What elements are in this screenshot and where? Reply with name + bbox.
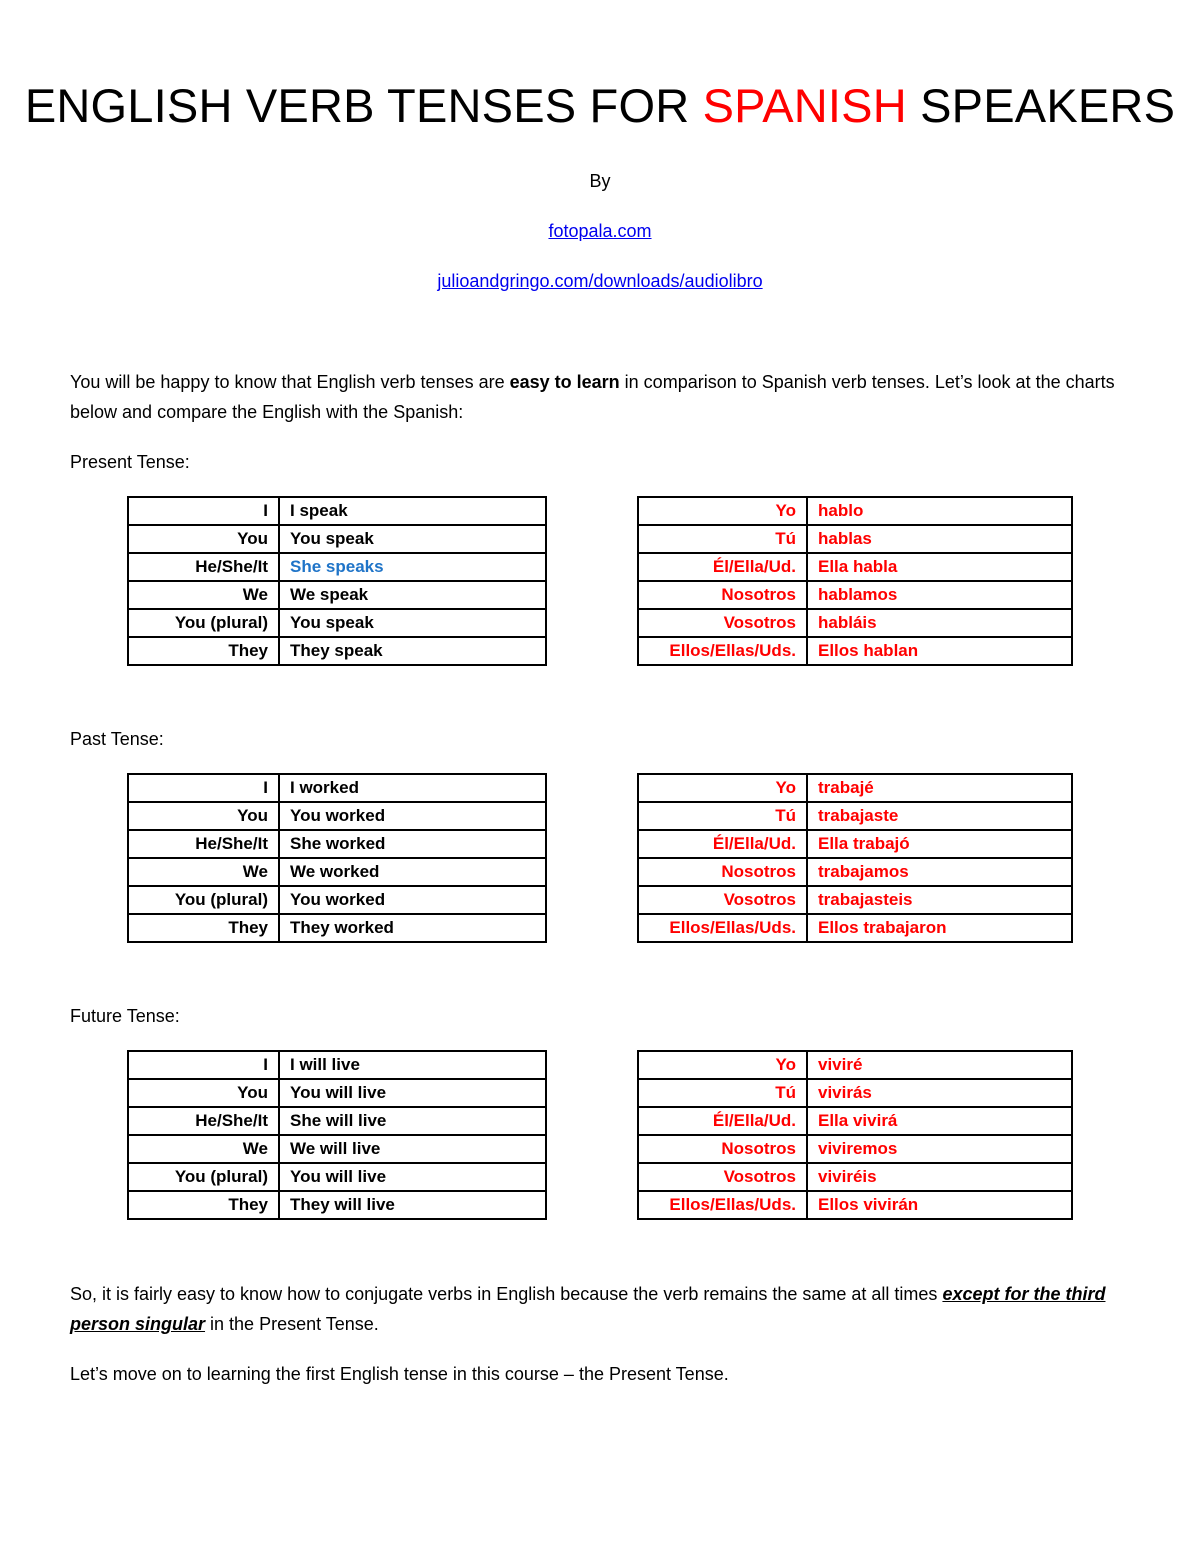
intro-bold-text: easy to learn — [509, 372, 620, 392]
verb-cell: They worked — [279, 914, 546, 942]
present-english-table — [127, 496, 547, 666]
verb-cell: hablas — [807, 525, 1072, 553]
past-spanish-table — [637, 773, 1073, 943]
future-spanish-table — [637, 1050, 1073, 1220]
pronoun-cell: You (plural) — [128, 609, 279, 637]
verb-cell: hablo — [807, 497, 1072, 525]
pronoun-cell: You (plural) — [128, 1163, 279, 1191]
title-accent: SPANISH — [702, 79, 907, 132]
future-english-table — [127, 1050, 547, 1220]
intro-text-before: You will be happy to know that English verb tenses are — [70, 372, 510, 392]
verb-cell: Ella vivirá — [807, 1107, 1072, 1135]
table-row — [638, 609, 1072, 637]
pronoun-cell: Él/Ella/Ud. — [638, 1107, 807, 1135]
table-row — [638, 802, 1072, 830]
table-row — [638, 858, 1072, 886]
verb-cell: I speak — [279, 497, 546, 525]
intro-text-after: in comparison to Spanish verb tenses. Let’s look at the charts below and compare the English with the Spanish: — [70, 372, 1115, 422]
table-row — [128, 1079, 546, 1107]
table-row — [128, 1191, 546, 1219]
conclusion-text-after: in the Present Tense. — [205, 1314, 379, 1334]
table-row — [128, 774, 546, 802]
table-row — [638, 1051, 1072, 1079]
audiolibro-link[interactable]: julioandgringo.com/downloads/audiolibro — [437, 271, 763, 291]
pronoun-cell: Nosotros — [638, 581, 807, 609]
link-row-1 — [0, 221, 1200, 242]
table-row — [128, 1135, 546, 1163]
pronoun-cell: They — [128, 1191, 279, 1219]
pronoun-cell: You (plural) — [128, 886, 279, 914]
page-title — [0, 78, 1200, 133]
pronoun-cell: We — [128, 1135, 279, 1163]
pronoun-cell: He/She/It — [128, 1107, 279, 1135]
intro-paragraph — [70, 367, 1132, 427]
verb-cell: trabajaste — [807, 802, 1072, 830]
verb-cell: vivirás — [807, 1079, 1072, 1107]
table-row — [638, 774, 1072, 802]
verb-cell: She will live — [279, 1107, 546, 1135]
title-part-2: SPEAKERS — [906, 79, 1176, 132]
verb-cell: viviréis — [807, 1163, 1072, 1191]
pronoun-cell: They — [128, 637, 279, 665]
pronoun-cell: Nosotros — [638, 858, 807, 886]
pronoun-cell: Él/Ella/Ud. — [638, 553, 807, 581]
title-part-1: ENGLISH VERB TENSES FOR — [24, 79, 703, 132]
table-row — [638, 1163, 1072, 1191]
verb-cell: You will live — [279, 1079, 546, 1107]
conclusion-text-before: So, it is fairly easy to know how to conjugate verbs in English because the verb remains the same at all times — [70, 1284, 943, 1304]
table-row — [128, 525, 546, 553]
verb-cell: trabajamos — [807, 858, 1072, 886]
pronoun-cell: Yo — [638, 1051, 807, 1079]
pronoun-cell: Ellos/Ellas/Uds. — [638, 637, 807, 665]
pronoun-cell: You — [128, 1079, 279, 1107]
verb-cell: trabajé — [807, 774, 1072, 802]
verb-cell: They will live — [279, 1191, 546, 1219]
pronoun-cell: Yo — [638, 497, 807, 525]
table-row — [128, 553, 546, 581]
table-row — [638, 886, 1072, 914]
section-label-present: Present Tense: — [70, 452, 190, 472]
verb-cell: viviremos — [807, 1135, 1072, 1163]
pronoun-cell: Él/Ella/Ud. — [638, 830, 807, 858]
table-row — [128, 637, 546, 665]
pronoun-cell: Ellos/Ellas/Uds. — [638, 1191, 807, 1219]
pronoun-cell: We — [128, 858, 279, 886]
verb-cell: viviré — [807, 1051, 1072, 1079]
pronoun-cell: We — [128, 581, 279, 609]
table-row — [128, 581, 546, 609]
verb-cell: You worked — [279, 886, 546, 914]
table-row — [128, 914, 546, 942]
table-row — [128, 1107, 546, 1135]
pronoun-cell: Nosotros — [638, 1135, 807, 1163]
table-row — [638, 581, 1072, 609]
past-english-table — [127, 773, 547, 943]
table-row — [128, 497, 546, 525]
table-row — [128, 609, 546, 637]
verb-cell: She worked — [279, 830, 546, 858]
table-row — [638, 1107, 1072, 1135]
verb-cell: I will live — [279, 1051, 546, 1079]
pronoun-cell: Vosotros — [638, 1163, 807, 1191]
table-row — [128, 1163, 546, 1191]
pronoun-cell: Tú — [638, 525, 807, 553]
verb-cell: Ellos hablan — [807, 637, 1072, 665]
verb-cell: We worked — [279, 858, 546, 886]
verb-cell: They speak — [279, 637, 546, 665]
verb-cell: hablamos — [807, 581, 1072, 609]
verb-cell: Ella habla — [807, 553, 1072, 581]
verb-cell: Ellos trabajaron — [807, 914, 1072, 942]
verb-cell: Ella trabajó — [807, 830, 1072, 858]
verb-cell: Ellos vivirán — [807, 1191, 1072, 1219]
verb-cell: You speak — [279, 525, 546, 553]
pronoun-cell: He/She/It — [128, 830, 279, 858]
table-row — [128, 886, 546, 914]
pronoun-cell: Ellos/Ellas/Uds. — [638, 914, 807, 942]
link-row-2 — [0, 271, 1200, 292]
pronoun-cell: Tú — [638, 802, 807, 830]
table-row — [638, 497, 1072, 525]
table-row — [638, 553, 1072, 581]
pronoun-cell: You — [128, 802, 279, 830]
pronoun-cell: Vosotros — [638, 609, 807, 637]
conclusion-paragraph — [70, 1279, 1132, 1339]
verb-cell: You speak — [279, 609, 546, 637]
pronoun-cell: I — [128, 497, 279, 525]
verb-cell: You will live — [279, 1163, 546, 1191]
table-row — [638, 830, 1072, 858]
verb-cell: We speak — [279, 581, 546, 609]
pronoun-cell: He/She/It — [128, 553, 279, 581]
verb-cell: I worked — [279, 774, 546, 802]
pronoun-cell: Yo — [638, 774, 807, 802]
section-label-future: Future Tense: — [70, 1006, 180, 1026]
verb-cell: We will live — [279, 1135, 546, 1163]
pronoun-cell: I — [128, 1051, 279, 1079]
table-row — [638, 525, 1072, 553]
table-row — [638, 637, 1072, 665]
fotopala-link[interactable]: fotopala.com — [548, 221, 652, 241]
table-row — [128, 858, 546, 886]
highlighted-verb-cell: She speaks — [279, 553, 546, 581]
pronoun-cell: I — [128, 774, 279, 802]
table-row — [638, 1079, 1072, 1107]
section-label-past: Past Tense: — [70, 729, 164, 749]
pronoun-cell: You — [128, 525, 279, 553]
table-row — [638, 914, 1072, 942]
pronoun-cell: They — [128, 914, 279, 942]
closing-paragraph: Let’s move on to learning the first English tense in this course – the Present Tense. — [70, 1364, 729, 1384]
byline: By — [589, 171, 611, 191]
table-row — [128, 1051, 546, 1079]
table-row — [128, 802, 546, 830]
verb-cell: You worked — [279, 802, 546, 830]
table-row — [638, 1191, 1072, 1219]
pronoun-cell: Tú — [638, 1079, 807, 1107]
verb-cell: trabajasteis — [807, 886, 1072, 914]
present-spanish-table — [637, 496, 1073, 666]
pronoun-cell: Vosotros — [638, 886, 807, 914]
verb-cell: habláis — [807, 609, 1072, 637]
table-row — [128, 830, 546, 858]
table-row — [638, 1135, 1072, 1163]
conclusion-emphasis: except for the third person singular — [70, 1284, 1106, 1334]
